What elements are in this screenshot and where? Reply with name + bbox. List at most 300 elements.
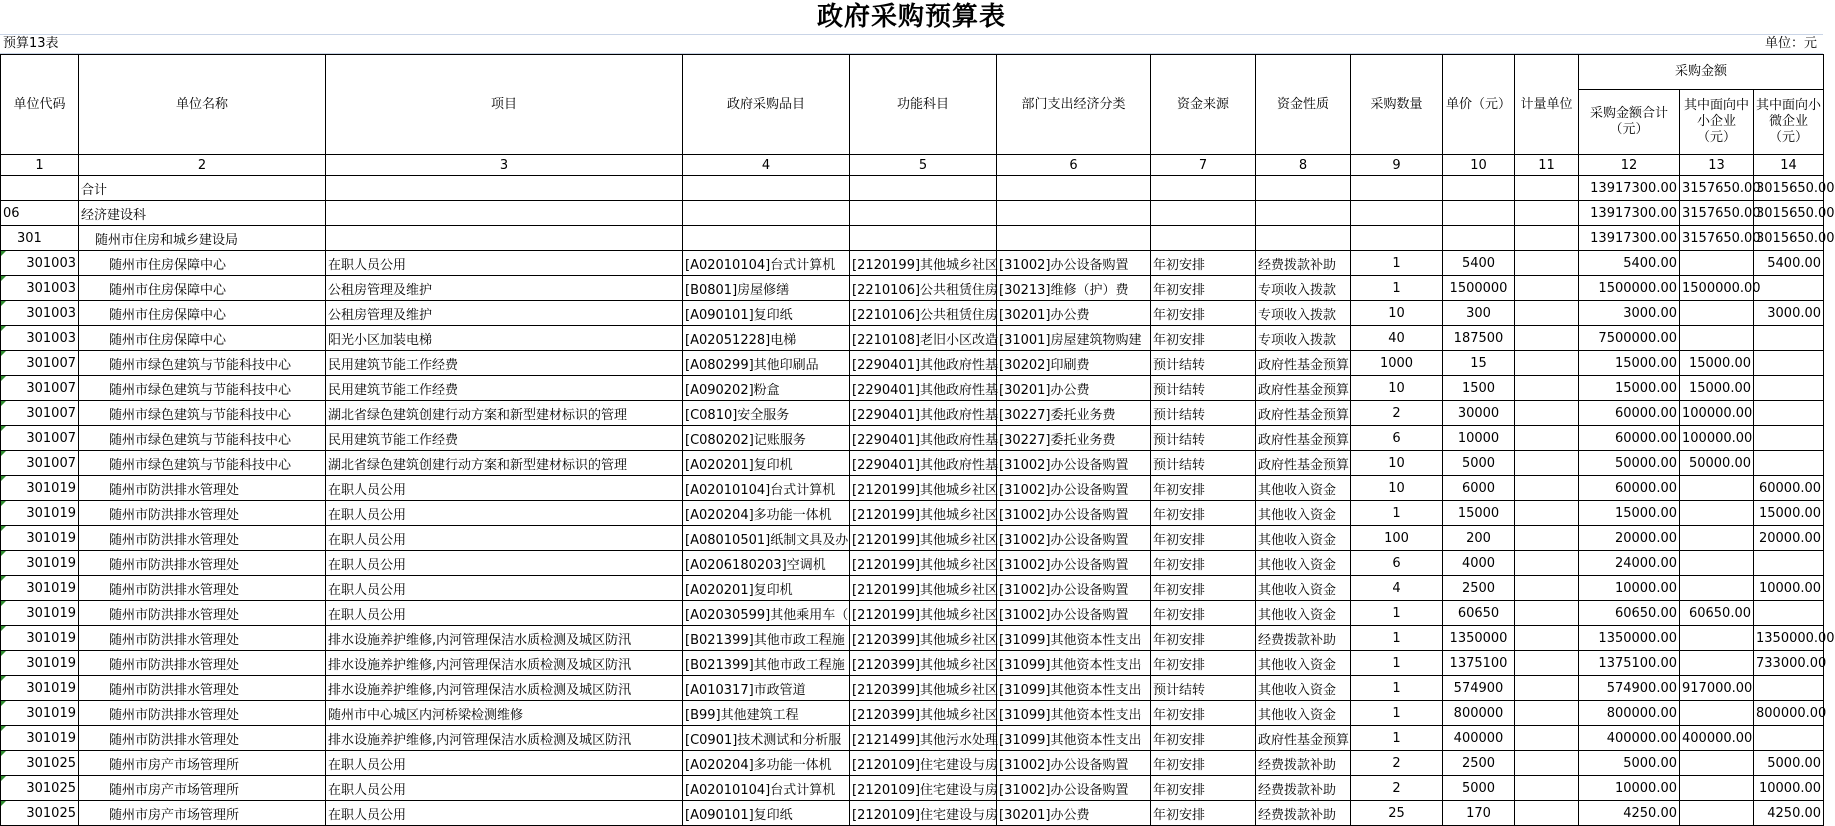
function-cell[interactable]: [2290401]其他政府性基 — [850, 401, 997, 426]
function-cell[interactable]: [2210106]公共租赁住房 — [850, 301, 997, 326]
qty-cell[interactable]: 1 — [1351, 501, 1443, 526]
price-cell[interactable]: 6000 — [1443, 476, 1515, 501]
measure-cell[interactable] — [1515, 401, 1579, 426]
function-cell[interactable]: [2120109]住宅建设与房 — [850, 801, 997, 826]
sme-cell[interactable]: 100000.00 — [1680, 426, 1754, 451]
function-cell[interactable]: [2120199]其他城乡社区 — [850, 501, 997, 526]
measure-cell[interactable] — [1515, 351, 1579, 376]
unit-name-cell[interactable]: 随州市防洪排水管理处 — [79, 526, 326, 551]
econ-cell[interactable]: [31099]其他资本性支出 — [997, 676, 1151, 701]
empty-cell[interactable] — [850, 226, 997, 251]
catalog-cell[interactable]: [A0206180203]空调机 — [683, 551, 850, 576]
function-cell[interactable]: [2120399]其他城乡社区 — [850, 676, 997, 701]
econ-cell[interactable]: [31002]办公设备购置 — [997, 551, 1151, 576]
empty-cell[interactable] — [1443, 176, 1515, 201]
catalog-cell[interactable]: [C0901]技术测试和分析服 — [683, 726, 850, 751]
econ-cell[interactable]: [30227]委托业务费 — [997, 426, 1151, 451]
price-cell[interactable]: 170 — [1443, 801, 1515, 826]
empty-cell[interactable] — [1256, 176, 1351, 201]
qty-cell[interactable]: 1 — [1351, 251, 1443, 276]
unit-code-cell[interactable]: 06 — [1, 201, 79, 226]
fund-nature-cell[interactable]: 政府性基金预算 — [1256, 451, 1351, 476]
econ-cell[interactable]: [31002]办公设备购置 — [997, 776, 1151, 801]
catalog-cell[interactable]: [C0810]安全服务 — [683, 401, 850, 426]
catalog-cell[interactable]: [C080202]记账服务 — [683, 426, 850, 451]
sme-cell[interactable]: 3157650.00 — [1680, 201, 1754, 226]
function-cell[interactable]: [2120199]其他城乡社区 — [850, 526, 997, 551]
unit-code-cell[interactable]: 301003 — [1, 251, 79, 276]
sme-cell[interactable] — [1680, 551, 1754, 576]
qty-cell[interactable]: 10 — [1351, 376, 1443, 401]
sme-cell[interactable] — [1680, 801, 1754, 826]
unit-name-cell[interactable]: 随州市住房和城乡建设局 — [79, 226, 326, 251]
price-cell[interactable]: 15 — [1443, 351, 1515, 376]
catalog-cell[interactable]: [A020204]多功能一体机 — [683, 751, 850, 776]
sme-cell[interactable] — [1680, 651, 1754, 676]
micro-cell[interactable]: 4250.00 — [1754, 801, 1824, 826]
fund-nature-cell[interactable]: 其他收入资金 — [1256, 576, 1351, 601]
amount-total-cell[interactable]: 15000.00 — [1579, 351, 1680, 376]
sme-cell[interactable] — [1680, 701, 1754, 726]
amount-total-cell[interactable]: 13917300.00 — [1579, 176, 1680, 201]
catalog-cell[interactable]: [A020201]复印机 — [683, 576, 850, 601]
micro-cell[interactable]: 60000.00 — [1754, 476, 1824, 501]
unit-name-cell[interactable]: 随州市绿色建筑与节能科技中心 — [79, 401, 326, 426]
micro-cell[interactable]: 20000.00 — [1754, 526, 1824, 551]
fund-source-cell[interactable]: 年初安排 — [1151, 276, 1256, 301]
function-cell[interactable]: [2210106]公共租赁住房 — [850, 276, 997, 301]
catalog-cell[interactable]: [B99]其他建筑工程 — [683, 701, 850, 726]
unit-code-cell[interactable]: 301003 — [1, 301, 79, 326]
measure-cell[interactable] — [1515, 626, 1579, 651]
micro-cell[interactable]: 3015650.00 — [1754, 226, 1824, 251]
fund-nature-cell[interactable]: 经费拨款补助 — [1256, 626, 1351, 651]
fund-nature-cell[interactable]: 其他收入资金 — [1256, 501, 1351, 526]
empty-cell[interactable] — [683, 201, 850, 226]
project-cell[interactable]: 在职人员公用 — [326, 776, 683, 801]
catalog-cell[interactable]: [B021399]其他市政工程施 — [683, 626, 850, 651]
price-cell[interactable]: 5000 — [1443, 451, 1515, 476]
qty-cell[interactable]: 10 — [1351, 451, 1443, 476]
measure-cell[interactable] — [1515, 276, 1579, 301]
fund-nature-cell[interactable]: 经费拨款补助 — [1256, 251, 1351, 276]
amount-total-cell[interactable]: 60000.00 — [1579, 426, 1680, 451]
function-cell[interactable]: [2120199]其他城乡社区 — [850, 576, 997, 601]
unit-name-cell[interactable]: 随州市住房保障中心 — [79, 326, 326, 351]
unit-code-cell[interactable]: 301025 — [1, 801, 79, 826]
measure-cell[interactable] — [1515, 676, 1579, 701]
unit-code-cell[interactable]: 301019 — [1, 626, 79, 651]
function-cell[interactable]: [2120399]其他城乡社区 — [850, 626, 997, 651]
unit-code-cell[interactable]: 301025 — [1, 776, 79, 801]
function-cell[interactable]: [2120199]其他城乡社区 — [850, 551, 997, 576]
price-cell[interactable]: 1375100 — [1443, 651, 1515, 676]
price-cell[interactable]: 400000 — [1443, 726, 1515, 751]
price-cell[interactable]: 1350000 — [1443, 626, 1515, 651]
unit-code-cell[interactable]: 301019 — [1, 526, 79, 551]
unit-code-cell[interactable]: 301019 — [1, 701, 79, 726]
qty-cell[interactable]: 2 — [1351, 776, 1443, 801]
measure-cell[interactable] — [1515, 326, 1579, 351]
empty-cell[interactable] — [1256, 201, 1351, 226]
project-cell[interactable]: 在职人员公用 — [326, 476, 683, 501]
fund-nature-cell[interactable]: 经费拨款补助 — [1256, 751, 1351, 776]
price-cell[interactable]: 1500 — [1443, 376, 1515, 401]
fund-nature-cell[interactable]: 专项收入拨款 — [1256, 326, 1351, 351]
fund-source-cell[interactable]: 年初安排 — [1151, 551, 1256, 576]
fund-source-cell[interactable]: 年初安排 — [1151, 601, 1256, 626]
qty-cell[interactable]: 6 — [1351, 426, 1443, 451]
project-cell[interactable]: 排水设施养护维修,内河管理保洁水质检测及城区防汛 — [326, 726, 683, 751]
unit-name-cell[interactable]: 随州市防洪排水管理处 — [79, 626, 326, 651]
qty-cell[interactable]: 1 — [1351, 601, 1443, 626]
function-cell[interactable]: [2210108]老旧小区改造 — [850, 326, 997, 351]
qty-cell[interactable]: 1 — [1351, 276, 1443, 301]
measure-cell[interactable] — [1515, 526, 1579, 551]
fund-source-cell[interactable]: 年初安排 — [1151, 251, 1256, 276]
econ-cell[interactable]: [31002]办公设备购置 — [997, 576, 1151, 601]
price-cell[interactable]: 200 — [1443, 526, 1515, 551]
price-cell[interactable]: 4000 — [1443, 551, 1515, 576]
qty-cell[interactable]: 1 — [1351, 676, 1443, 701]
price-cell[interactable]: 574900 — [1443, 676, 1515, 701]
fund-nature-cell[interactable]: 政府性基金预算 — [1256, 426, 1351, 451]
unit-code-cell[interactable] — [1, 176, 79, 201]
empty-cell[interactable] — [1151, 201, 1256, 226]
econ-cell[interactable]: [31002]办公设备购置 — [997, 251, 1151, 276]
fund-source-cell[interactable]: 年初安排 — [1151, 726, 1256, 751]
fund-source-cell[interactable]: 预计结转 — [1151, 351, 1256, 376]
micro-cell[interactable]: 15000.00 — [1754, 501, 1824, 526]
function-cell[interactable]: [2290401]其他政府性基 — [850, 426, 997, 451]
measure-cell[interactable] — [1515, 551, 1579, 576]
fund-nature-cell[interactable]: 专项收入拨款 — [1256, 301, 1351, 326]
empty-cell[interactable] — [1151, 176, 1256, 201]
fund-nature-cell[interactable]: 政府性基金预算 — [1256, 351, 1351, 376]
sme-cell[interactable] — [1680, 301, 1754, 326]
fund-source-cell[interactable]: 年初安排 — [1151, 801, 1256, 826]
project-cell[interactable]: 在职人员公用 — [326, 251, 683, 276]
unit-code-cell[interactable]: 301019 — [1, 676, 79, 701]
measure-cell[interactable] — [1515, 576, 1579, 601]
qty-cell[interactable]: 100 — [1351, 526, 1443, 551]
unit-name-cell[interactable]: 随州市绿色建筑与节能科技中心 — [79, 451, 326, 476]
empty-cell[interactable] — [1515, 201, 1579, 226]
empty-cell[interactable] — [1351, 176, 1443, 201]
measure-cell[interactable] — [1515, 501, 1579, 526]
sme-cell[interactable]: 917000.00 — [1680, 676, 1754, 701]
qty-cell[interactable]: 2 — [1351, 751, 1443, 776]
empty-cell[interactable] — [997, 226, 1151, 251]
sme-cell[interactable] — [1680, 626, 1754, 651]
unit-code-cell[interactable]: 301019 — [1, 576, 79, 601]
measure-cell[interactable] — [1515, 376, 1579, 401]
function-cell[interactable]: [2120199]其他城乡社区 — [850, 476, 997, 501]
amount-total-cell[interactable]: 13917300.00 — [1579, 201, 1680, 226]
price-cell[interactable]: 2500 — [1443, 751, 1515, 776]
price-cell[interactable]: 30000 — [1443, 401, 1515, 426]
measure-cell[interactable] — [1515, 651, 1579, 676]
project-cell[interactable]: 在职人员公用 — [326, 801, 683, 826]
project-cell[interactable]: 排水设施养护维修,内河管理保洁水质检测及城区防汛 — [326, 651, 683, 676]
fund-source-cell[interactable]: 年初安排 — [1151, 501, 1256, 526]
micro-cell[interactable] — [1754, 351, 1824, 376]
empty-cell[interactable] — [683, 226, 850, 251]
econ-cell[interactable]: [30201]办公费 — [997, 801, 1151, 826]
price-cell[interactable]: 10000 — [1443, 426, 1515, 451]
qty-cell[interactable]: 1 — [1351, 701, 1443, 726]
measure-cell[interactable] — [1515, 451, 1579, 476]
project-cell[interactable]: 公租房管理及维护 — [326, 276, 683, 301]
project-cell[interactable]: 公租房管理及维护 — [326, 301, 683, 326]
sme-cell[interactable]: 15000.00 — [1680, 351, 1754, 376]
econ-cell[interactable]: [31099]其他资本性支出 — [997, 726, 1151, 751]
unit-name-cell[interactable]: 随州市房产市场管理所 — [79, 751, 326, 776]
econ-cell[interactable]: [31001]房屋建筑物购建 — [997, 326, 1151, 351]
unit-name-cell[interactable]: 随州市住房保障中心 — [79, 276, 326, 301]
measure-cell[interactable] — [1515, 751, 1579, 776]
function-cell[interactable]: [2120109]住宅建设与房 — [850, 776, 997, 801]
fund-nature-cell[interactable]: 其他收入资金 — [1256, 676, 1351, 701]
price-cell[interactable]: 15000 — [1443, 501, 1515, 526]
amount-total-cell[interactable]: 5000.00 — [1579, 751, 1680, 776]
empty-cell[interactable] — [326, 176, 683, 201]
amount-total-cell[interactable]: 24000.00 — [1579, 551, 1680, 576]
econ-cell[interactable]: [31099]其他资本性支出 — [997, 701, 1151, 726]
empty-cell[interactable] — [1151, 226, 1256, 251]
micro-cell[interactable] — [1754, 376, 1824, 401]
catalog-cell[interactable]: [A090101]复印纸 — [683, 301, 850, 326]
price-cell[interactable]: 5000 — [1443, 776, 1515, 801]
catalog-cell[interactable]: [B021399]其他市政工程施 — [683, 651, 850, 676]
qty-cell[interactable]: 1000 — [1351, 351, 1443, 376]
micro-cell[interactable]: 5000.00 — [1754, 751, 1824, 776]
catalog-cell[interactable]: [A02010104]台式计算机 — [683, 251, 850, 276]
empty-cell[interactable] — [1256, 226, 1351, 251]
project-cell[interactable]: 民用建筑节能工作经费 — [326, 376, 683, 401]
unit-code-cell[interactable]: 301007 — [1, 426, 79, 451]
unit-name-cell[interactable]: 经济建设科 — [79, 201, 326, 226]
econ-cell[interactable]: [30202]印刷费 — [997, 351, 1151, 376]
project-cell[interactable]: 民用建筑节能工作经费 — [326, 426, 683, 451]
qty-cell[interactable]: 4 — [1351, 576, 1443, 601]
fund-source-cell[interactable]: 年初安排 — [1151, 326, 1256, 351]
econ-cell[interactable]: [30227]委托业务费 — [997, 401, 1151, 426]
empty-cell[interactable] — [326, 226, 683, 251]
micro-cell[interactable] — [1754, 401, 1824, 426]
unit-code-cell[interactable]: 301019 — [1, 726, 79, 751]
project-cell[interactable]: 随州市中心城区内河桥梁检测维修 — [326, 701, 683, 726]
function-cell[interactable]: [2120109]住宅建设与房 — [850, 751, 997, 776]
amount-total-cell[interactable]: 400000.00 — [1579, 726, 1680, 751]
micro-cell[interactable] — [1754, 551, 1824, 576]
sme-cell[interactable] — [1680, 326, 1754, 351]
amount-total-cell[interactable]: 15000.00 — [1579, 501, 1680, 526]
catalog-cell[interactable]: [A08010501]纸制文具及办 — [683, 526, 850, 551]
price-cell[interactable]: 60650 — [1443, 601, 1515, 626]
project-cell[interactable]: 阳光小区加装电梯 — [326, 326, 683, 351]
measure-cell[interactable] — [1515, 776, 1579, 801]
micro-cell[interactable]: 10000.00 — [1754, 776, 1824, 801]
empty-cell[interactable] — [997, 201, 1151, 226]
function-cell[interactable]: [2290401]其他政府性基 — [850, 376, 997, 401]
fund-source-cell[interactable]: 年初安排 — [1151, 751, 1256, 776]
catalog-cell[interactable]: [B0801]房屋修缮 — [683, 276, 850, 301]
catalog-cell[interactable]: [A080299]其他印刷品 — [683, 351, 850, 376]
micro-cell[interactable]: 800000.00 — [1754, 701, 1824, 726]
price-cell[interactable]: 800000 — [1443, 701, 1515, 726]
unit-code-cell[interactable]: 301 — [1, 226, 79, 251]
fund-nature-cell[interactable]: 经费拨款补助 — [1256, 801, 1351, 826]
amount-total-cell[interactable]: 50000.00 — [1579, 451, 1680, 476]
project-cell[interactable]: 在职人员公用 — [326, 551, 683, 576]
qty-cell[interactable]: 1 — [1351, 726, 1443, 751]
qty-cell[interactable]: 10 — [1351, 476, 1443, 501]
fund-nature-cell[interactable]: 专项收入拨款 — [1256, 276, 1351, 301]
unit-code-cell[interactable]: 301019 — [1, 601, 79, 626]
unit-name-cell[interactable]: 随州市防洪排水管理处 — [79, 726, 326, 751]
sme-cell[interactable] — [1680, 576, 1754, 601]
micro-cell[interactable] — [1754, 451, 1824, 476]
catalog-cell[interactable]: [A020204]多功能一体机 — [683, 501, 850, 526]
fund-source-cell[interactable]: 年初安排 — [1151, 301, 1256, 326]
unit-code-cell[interactable]: 301025 — [1, 751, 79, 776]
sme-cell[interactable]: 3157650.00 — [1680, 176, 1754, 201]
fund-nature-cell[interactable]: 政府性基金预算 — [1256, 401, 1351, 426]
project-cell[interactable]: 湖北省绿色建筑创建行动方案和新型建材标识的管理 — [326, 401, 683, 426]
micro-cell[interactable]: 3015650.00 — [1754, 176, 1824, 201]
empty-cell[interactable] — [1443, 226, 1515, 251]
price-cell[interactable]: 1500000 — [1443, 276, 1515, 301]
unit-code-cell[interactable]: 301003 — [1, 326, 79, 351]
catalog-cell[interactable]: [A02030599]其他乘用车（ — [683, 601, 850, 626]
catalog-cell[interactable]: [A090202]粉盒 — [683, 376, 850, 401]
qty-cell[interactable]: 1 — [1351, 626, 1443, 651]
catalog-cell[interactable]: [A020201]复印机 — [683, 451, 850, 476]
catalog-cell[interactable]: [A090101]复印纸 — [683, 801, 850, 826]
micro-cell[interactable] — [1754, 676, 1824, 701]
amount-total-cell[interactable]: 574900.00 — [1579, 676, 1680, 701]
function-cell[interactable]: [2121499]其他污水处理 — [850, 726, 997, 751]
fund-source-cell[interactable]: 年初安排 — [1151, 626, 1256, 651]
measure-cell[interactable] — [1515, 801, 1579, 826]
price-cell[interactable]: 300 — [1443, 301, 1515, 326]
unit-code-cell[interactable]: 301007 — [1, 401, 79, 426]
price-cell[interactable]: 187500 — [1443, 326, 1515, 351]
unit-name-cell[interactable]: 随州市防洪排水管理处 — [79, 701, 326, 726]
micro-cell[interactable]: 3000.00 — [1754, 301, 1824, 326]
project-cell[interactable]: 在职人员公用 — [326, 601, 683, 626]
catalog-cell[interactable]: [A02051228]电梯 — [683, 326, 850, 351]
econ-cell[interactable]: [31002]办公设备购置 — [997, 501, 1151, 526]
amount-total-cell[interactable]: 1375100.00 — [1579, 651, 1680, 676]
unit-name-cell[interactable]: 随州市绿色建筑与节能科技中心 — [79, 351, 326, 376]
fund-source-cell[interactable]: 年初安排 — [1151, 476, 1256, 501]
project-cell[interactable]: 在职人员公用 — [326, 501, 683, 526]
catalog-cell[interactable]: [A02010104]台式计算机 — [683, 476, 850, 501]
empty-cell[interactable] — [850, 176, 997, 201]
micro-cell[interactable] — [1754, 601, 1824, 626]
unit-code-cell[interactable]: 301003 — [1, 276, 79, 301]
econ-cell[interactable]: [30201]办公费 — [997, 376, 1151, 401]
amount-total-cell[interactable]: 7500000.00 — [1579, 326, 1680, 351]
fund-source-cell[interactable]: 预计结转 — [1151, 426, 1256, 451]
price-cell[interactable]: 2500 — [1443, 576, 1515, 601]
amount-total-cell[interactable]: 13917300.00 — [1579, 226, 1680, 251]
sme-cell[interactable] — [1680, 251, 1754, 276]
unit-name-cell[interactable]: 随州市防洪排水管理处 — [79, 601, 326, 626]
unit-code-cell[interactable]: 301007 — [1, 376, 79, 401]
project-cell[interactable]: 在职人员公用 — [326, 751, 683, 776]
unit-code-cell[interactable]: 301019 — [1, 651, 79, 676]
function-cell[interactable]: [2290401]其他政府性基 — [850, 451, 997, 476]
amount-total-cell[interactable]: 3000.00 — [1579, 301, 1680, 326]
empty-cell[interactable] — [1515, 226, 1579, 251]
qty-cell[interactable]: 40 — [1351, 326, 1443, 351]
qty-cell[interactable]: 25 — [1351, 801, 1443, 826]
sme-cell[interactable] — [1680, 776, 1754, 801]
empty-cell[interactable] — [1351, 226, 1443, 251]
function-cell[interactable]: [2290401]其他政府性基 — [850, 351, 997, 376]
sme-cell[interactable]: 3157650.00 — [1680, 226, 1754, 251]
fund-nature-cell[interactable]: 其他收入资金 — [1256, 526, 1351, 551]
econ-cell[interactable]: [31002]办公设备购置 — [997, 526, 1151, 551]
amount-total-cell[interactable]: 60650.00 — [1579, 601, 1680, 626]
unit-name-cell[interactable]: 随州市房产市场管理所 — [79, 776, 326, 801]
micro-cell[interactable]: 733000.00 — [1754, 651, 1824, 676]
catalog-cell[interactable]: [A010317]市政管道 — [683, 676, 850, 701]
empty-cell[interactable] — [997, 176, 1151, 201]
fund-nature-cell[interactable]: 经费拨款补助 — [1256, 776, 1351, 801]
unit-code-cell[interactable]: 301019 — [1, 551, 79, 576]
fund-nature-cell[interactable]: 其他收入资金 — [1256, 476, 1351, 501]
amount-total-cell[interactable]: 60000.00 — [1579, 401, 1680, 426]
micro-cell[interactable] — [1754, 326, 1824, 351]
measure-cell[interactable] — [1515, 476, 1579, 501]
amount-total-cell[interactable]: 1350000.00 — [1579, 626, 1680, 651]
sme-cell[interactable] — [1680, 501, 1754, 526]
unit-name-cell[interactable]: 随州市住房保障中心 — [79, 301, 326, 326]
fund-nature-cell[interactable]: 其他收入资金 — [1256, 651, 1351, 676]
fund-nature-cell[interactable]: 其他收入资金 — [1256, 601, 1351, 626]
sme-cell[interactable]: 50000.00 — [1680, 451, 1754, 476]
empty-cell[interactable] — [326, 201, 683, 226]
fund-source-cell[interactable]: 年初安排 — [1151, 526, 1256, 551]
unit-name-cell[interactable]: 合计 — [79, 176, 326, 201]
fund-nature-cell[interactable]: 其他收入资金 — [1256, 701, 1351, 726]
function-cell[interactable]: [2120399]其他城乡社区 — [850, 651, 997, 676]
unit-name-cell[interactable]: 随州市防洪排水管理处 — [79, 551, 326, 576]
amount-total-cell[interactable]: 800000.00 — [1579, 701, 1680, 726]
project-cell[interactable]: 湖北省绿色建筑创建行动方案和新型建材标识的管理 — [326, 451, 683, 476]
econ-cell[interactable]: [31002]办公设备购置 — [997, 601, 1151, 626]
unit-name-cell[interactable]: 随州市防洪排水管理处 — [79, 576, 326, 601]
unit-name-cell[interactable]: 随州市绿色建筑与节能科技中心 — [79, 376, 326, 401]
micro-cell[interactable]: 5400.00 — [1754, 251, 1824, 276]
sme-cell[interactable] — [1680, 476, 1754, 501]
fund-source-cell[interactable]: 年初安排 — [1151, 651, 1256, 676]
econ-cell[interactable]: [31002]办公设备购置 — [997, 476, 1151, 501]
fund-source-cell[interactable]: 年初安排 — [1151, 701, 1256, 726]
unit-name-cell[interactable]: 随州市住房保障中心 — [79, 251, 326, 276]
qty-cell[interactable]: 1 — [1351, 651, 1443, 676]
unit-name-cell[interactable]: 随州市防洪排水管理处 — [79, 501, 326, 526]
measure-cell[interactable] — [1515, 701, 1579, 726]
sme-cell[interactable]: 60650.00 — [1680, 601, 1754, 626]
fund-source-cell[interactable]: 年初安排 — [1151, 776, 1256, 801]
project-cell[interactable]: 在职人员公用 — [326, 576, 683, 601]
sme-cell[interactable] — [1680, 751, 1754, 776]
